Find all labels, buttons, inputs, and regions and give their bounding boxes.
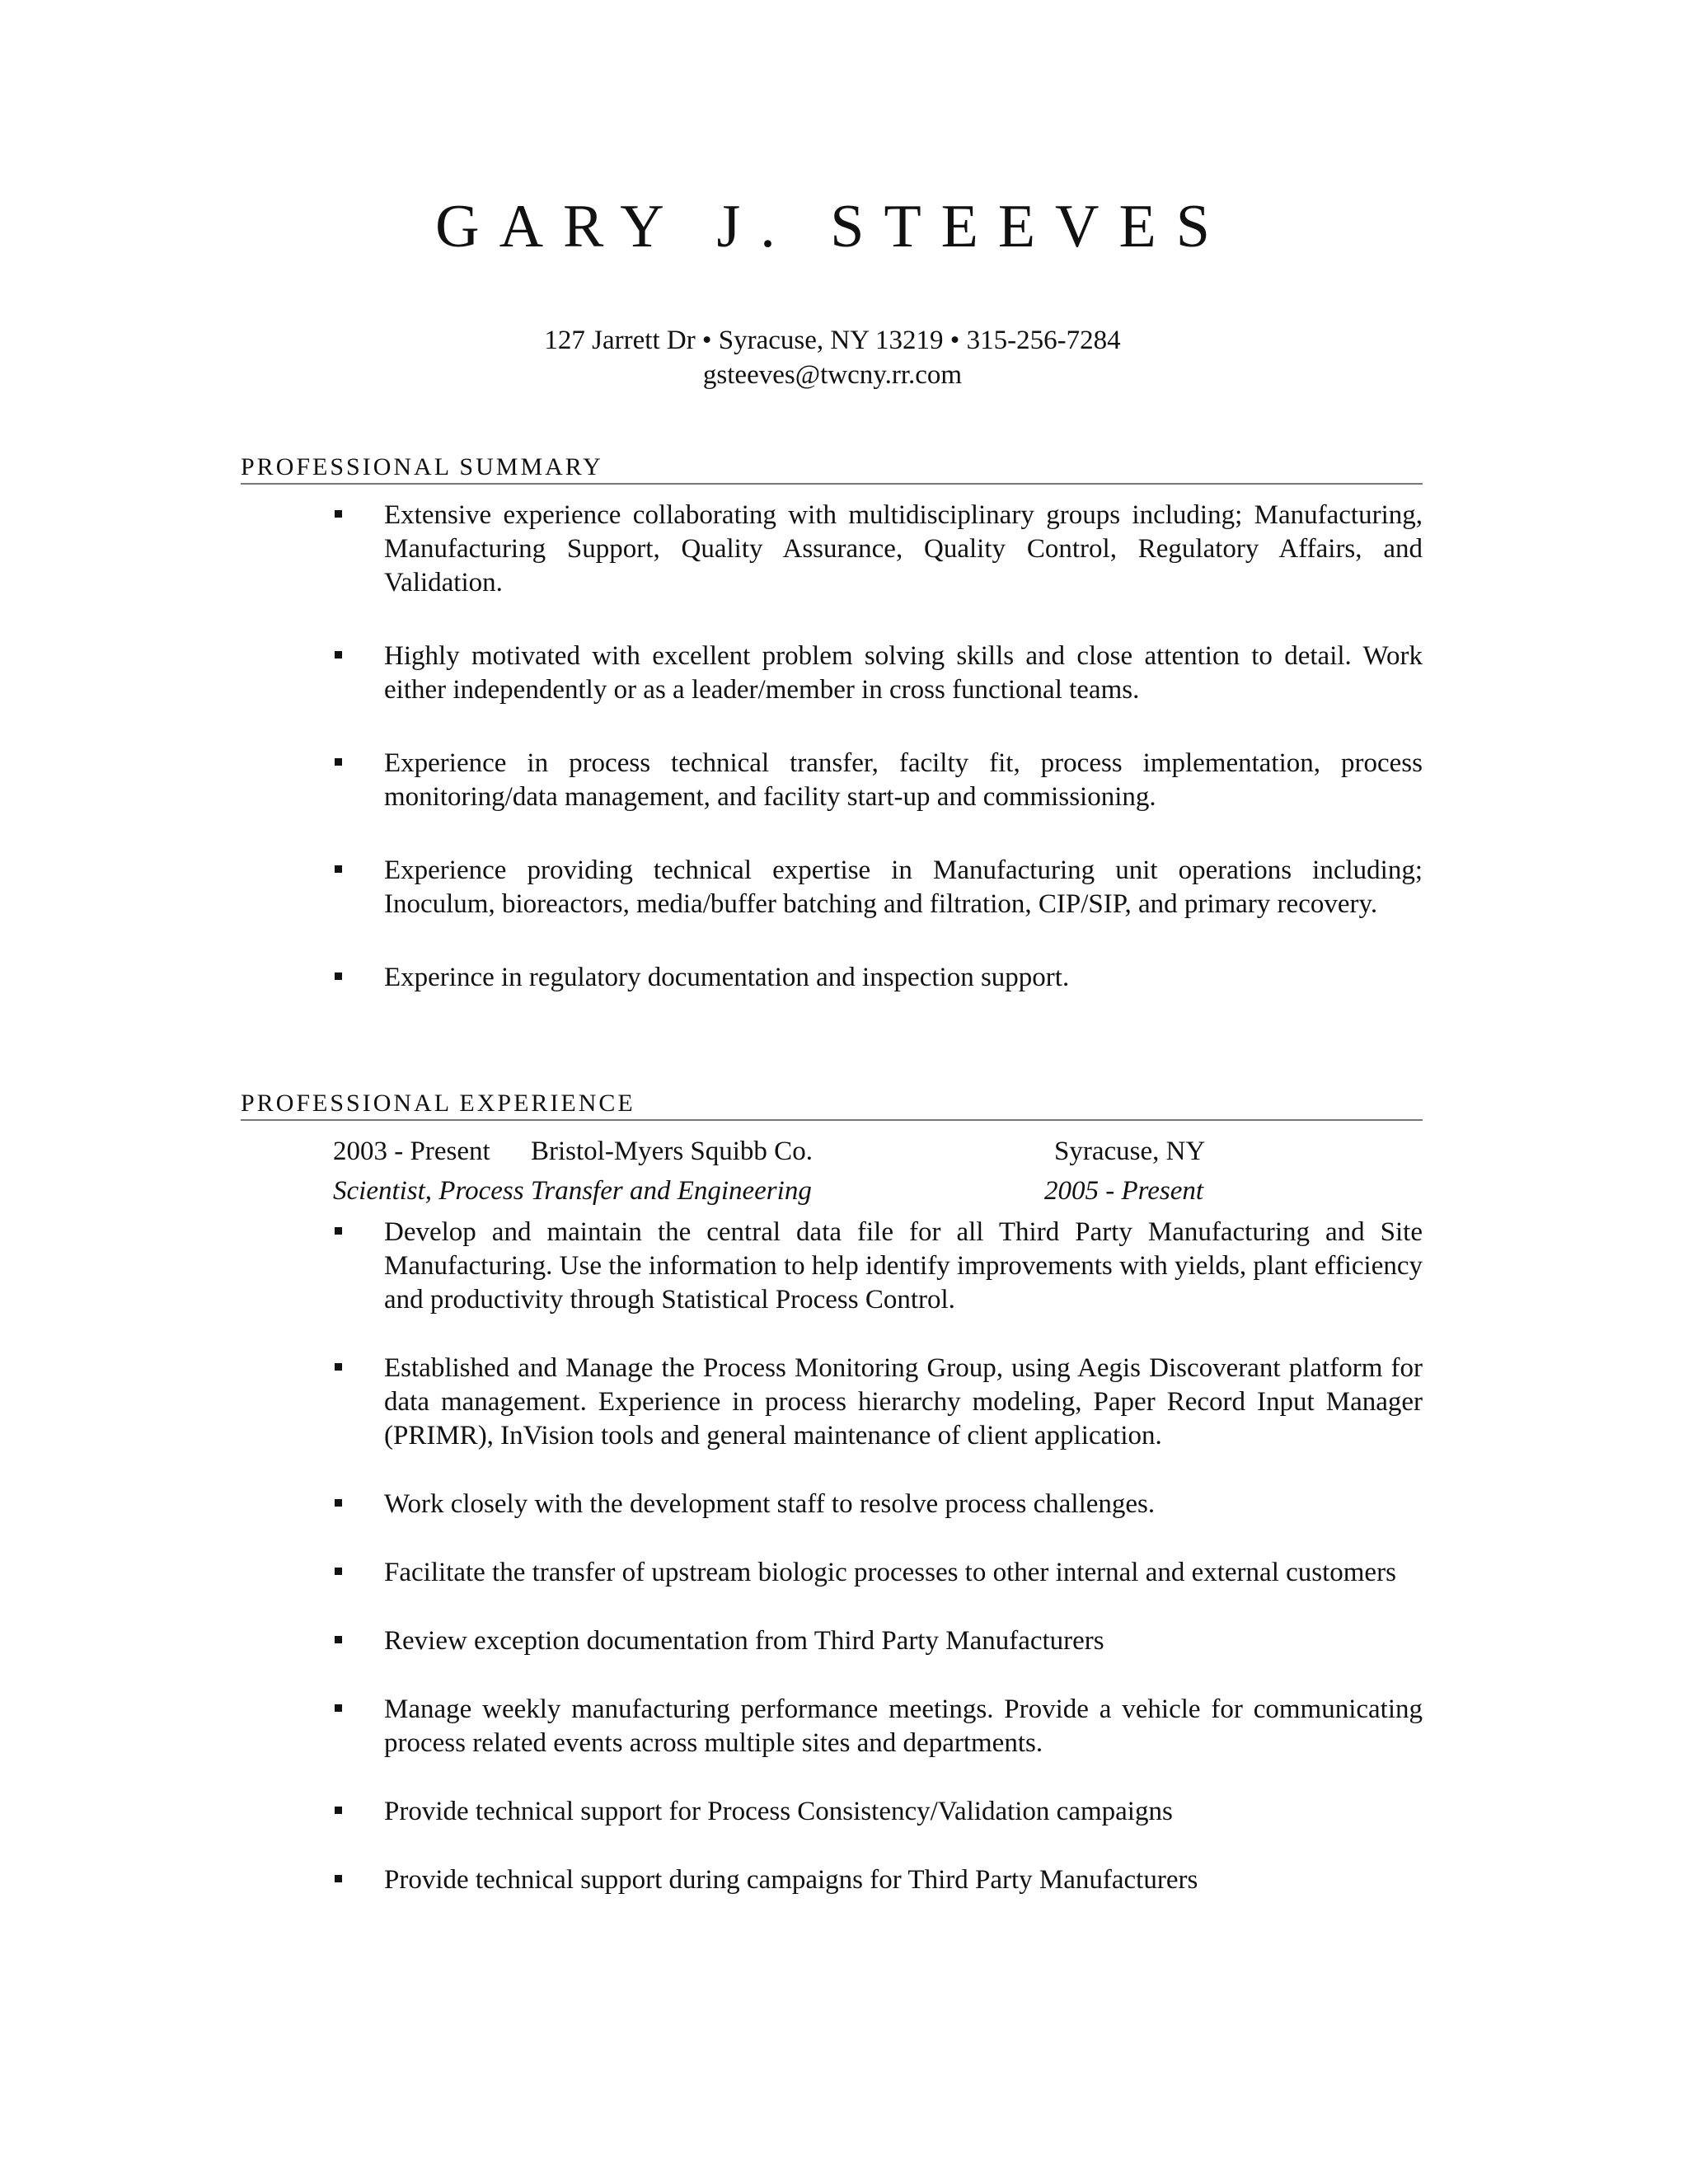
list-item	[330, 961, 1423, 995]
bullet-square-icon	[335, 1499, 342, 1507]
section-heading-summary: PROFESSIONAL SUMMARY	[241, 452, 1423, 485]
list-item-text: Provide technical support during campaigns for Third Party Manufacturers	[384, 1865, 1198, 1895]
experience-list	[330, 1216, 1423, 1932]
list-item	[330, 1795, 1423, 1829]
candidate-name: GARY J. STEEVES	[435, 193, 1230, 260]
bullet-square-icon	[335, 510, 342, 518]
list-item-text: Develop and maintain the central data file for all Third Party Manufacturing and Site Manufacturing. Use the information to help identify improvements with yields, plant efficiency and productivity through Statistical Process Control.	[384, 1217, 1423, 1315]
list-item	[330, 1624, 1423, 1658]
bullet-square-icon	[335, 758, 342, 766]
list-item	[330, 854, 1423, 921]
list-item	[330, 640, 1423, 707]
list-item	[330, 1216, 1423, 1317]
bullet-square-icon	[335, 1568, 342, 1575]
list-item	[330, 747, 1423, 814]
bullet-square-icon	[335, 651, 342, 658]
list-item-text: Established and Manage the Process Monitoring Group, using Aegis Discoverant platform for data management. Experience in process hierarchy modeling, Paper Record Input Manager (PRIMR), InVision tools and general maintenance of client application.	[384, 1353, 1423, 1451]
list-item	[330, 1352, 1423, 1453]
bullet-square-icon	[335, 1807, 342, 1814]
bullet-square-icon	[335, 1875, 342, 1882]
job-title-dates: 2005 - Present	[1044, 1176, 1204, 1206]
section-heading-experience: PROFESSIONAL EXPERIENCE	[241, 1088, 1423, 1121]
list-item-text: Provide technical support for Process Consistency/Validation campaigns	[384, 1797, 1173, 1826]
list-item	[330, 1693, 1423, 1760]
email-address[interactable]: gsteeves@twcny.rr.com	[702, 360, 963, 390]
list-item	[330, 1863, 1423, 1897]
job-title: Scientist, Process Transfer and Engineering	[333, 1176, 812, 1206]
company-name: Bristol-Myers Squibb Co.	[531, 1137, 813, 1166]
list-item	[330, 1488, 1423, 1521]
list-item-text: Highly motivated with excellent problem solving skills and close attention to detail. Work either independently or as a leader/member in cross functional teams.	[384, 641, 1423, 705]
job-location: Syracuse, NY	[1054, 1137, 1206, 1166]
address-line: 127 Jarrett Dr • Syracuse, NY 13219 • 315-256-7284	[544, 326, 1121, 355]
list-item	[330, 1556, 1423, 1590]
summary-list	[330, 499, 1423, 1034]
list-item-text: Review exception documentation from Third Party Manufacturers	[384, 1626, 1104, 1656]
list-item-text: Experience in process technical transfer, facilty fit, process implementation, process monitoring/data management, and facility start-up and commissioning.	[384, 748, 1423, 812]
bullet-square-icon	[335, 1363, 342, 1371]
list-item-text: Facilitate the transfer of upstream biologic processes to other internal and external customers	[384, 1558, 1396, 1587]
list-item-text: Work closely with the development staff to resolve process challenges.	[384, 1489, 1156, 1519]
list-item-text: Extensive experience collaborating with multidisciplinary groups including; Manufacturing, Manufacturing Support, Quality Assurance, Quality Control, Regulatory Affairs, and Validation.	[384, 500, 1423, 598]
bullet-square-icon	[335, 972, 342, 980]
list-item	[330, 499, 1423, 600]
bullet-square-icon	[335, 1636, 342, 1643]
list-item-text: Experince in regulatory documentation and inspection support.	[384, 963, 1070, 992]
job-dates: 2003 - Present	[333, 1137, 490, 1166]
contact-block	[0, 323, 1665, 392]
bullet-square-icon	[335, 865, 342, 873]
bullet-square-icon	[335, 1227, 342, 1235]
bullet-square-icon	[335, 1704, 342, 1712]
list-item-text: Manage weekly manufacturing performance meetings. Provide a vehicle for communicating process related events across multiple sites and departments.	[384, 1694, 1423, 1758]
list-item-text: Experience providing technical expertise in Manufacturing unit operations including; Inoculum, bioreactors, media/buffer batching and filtration, CIP/SIP, and primary recovery.	[384, 855, 1423, 919]
